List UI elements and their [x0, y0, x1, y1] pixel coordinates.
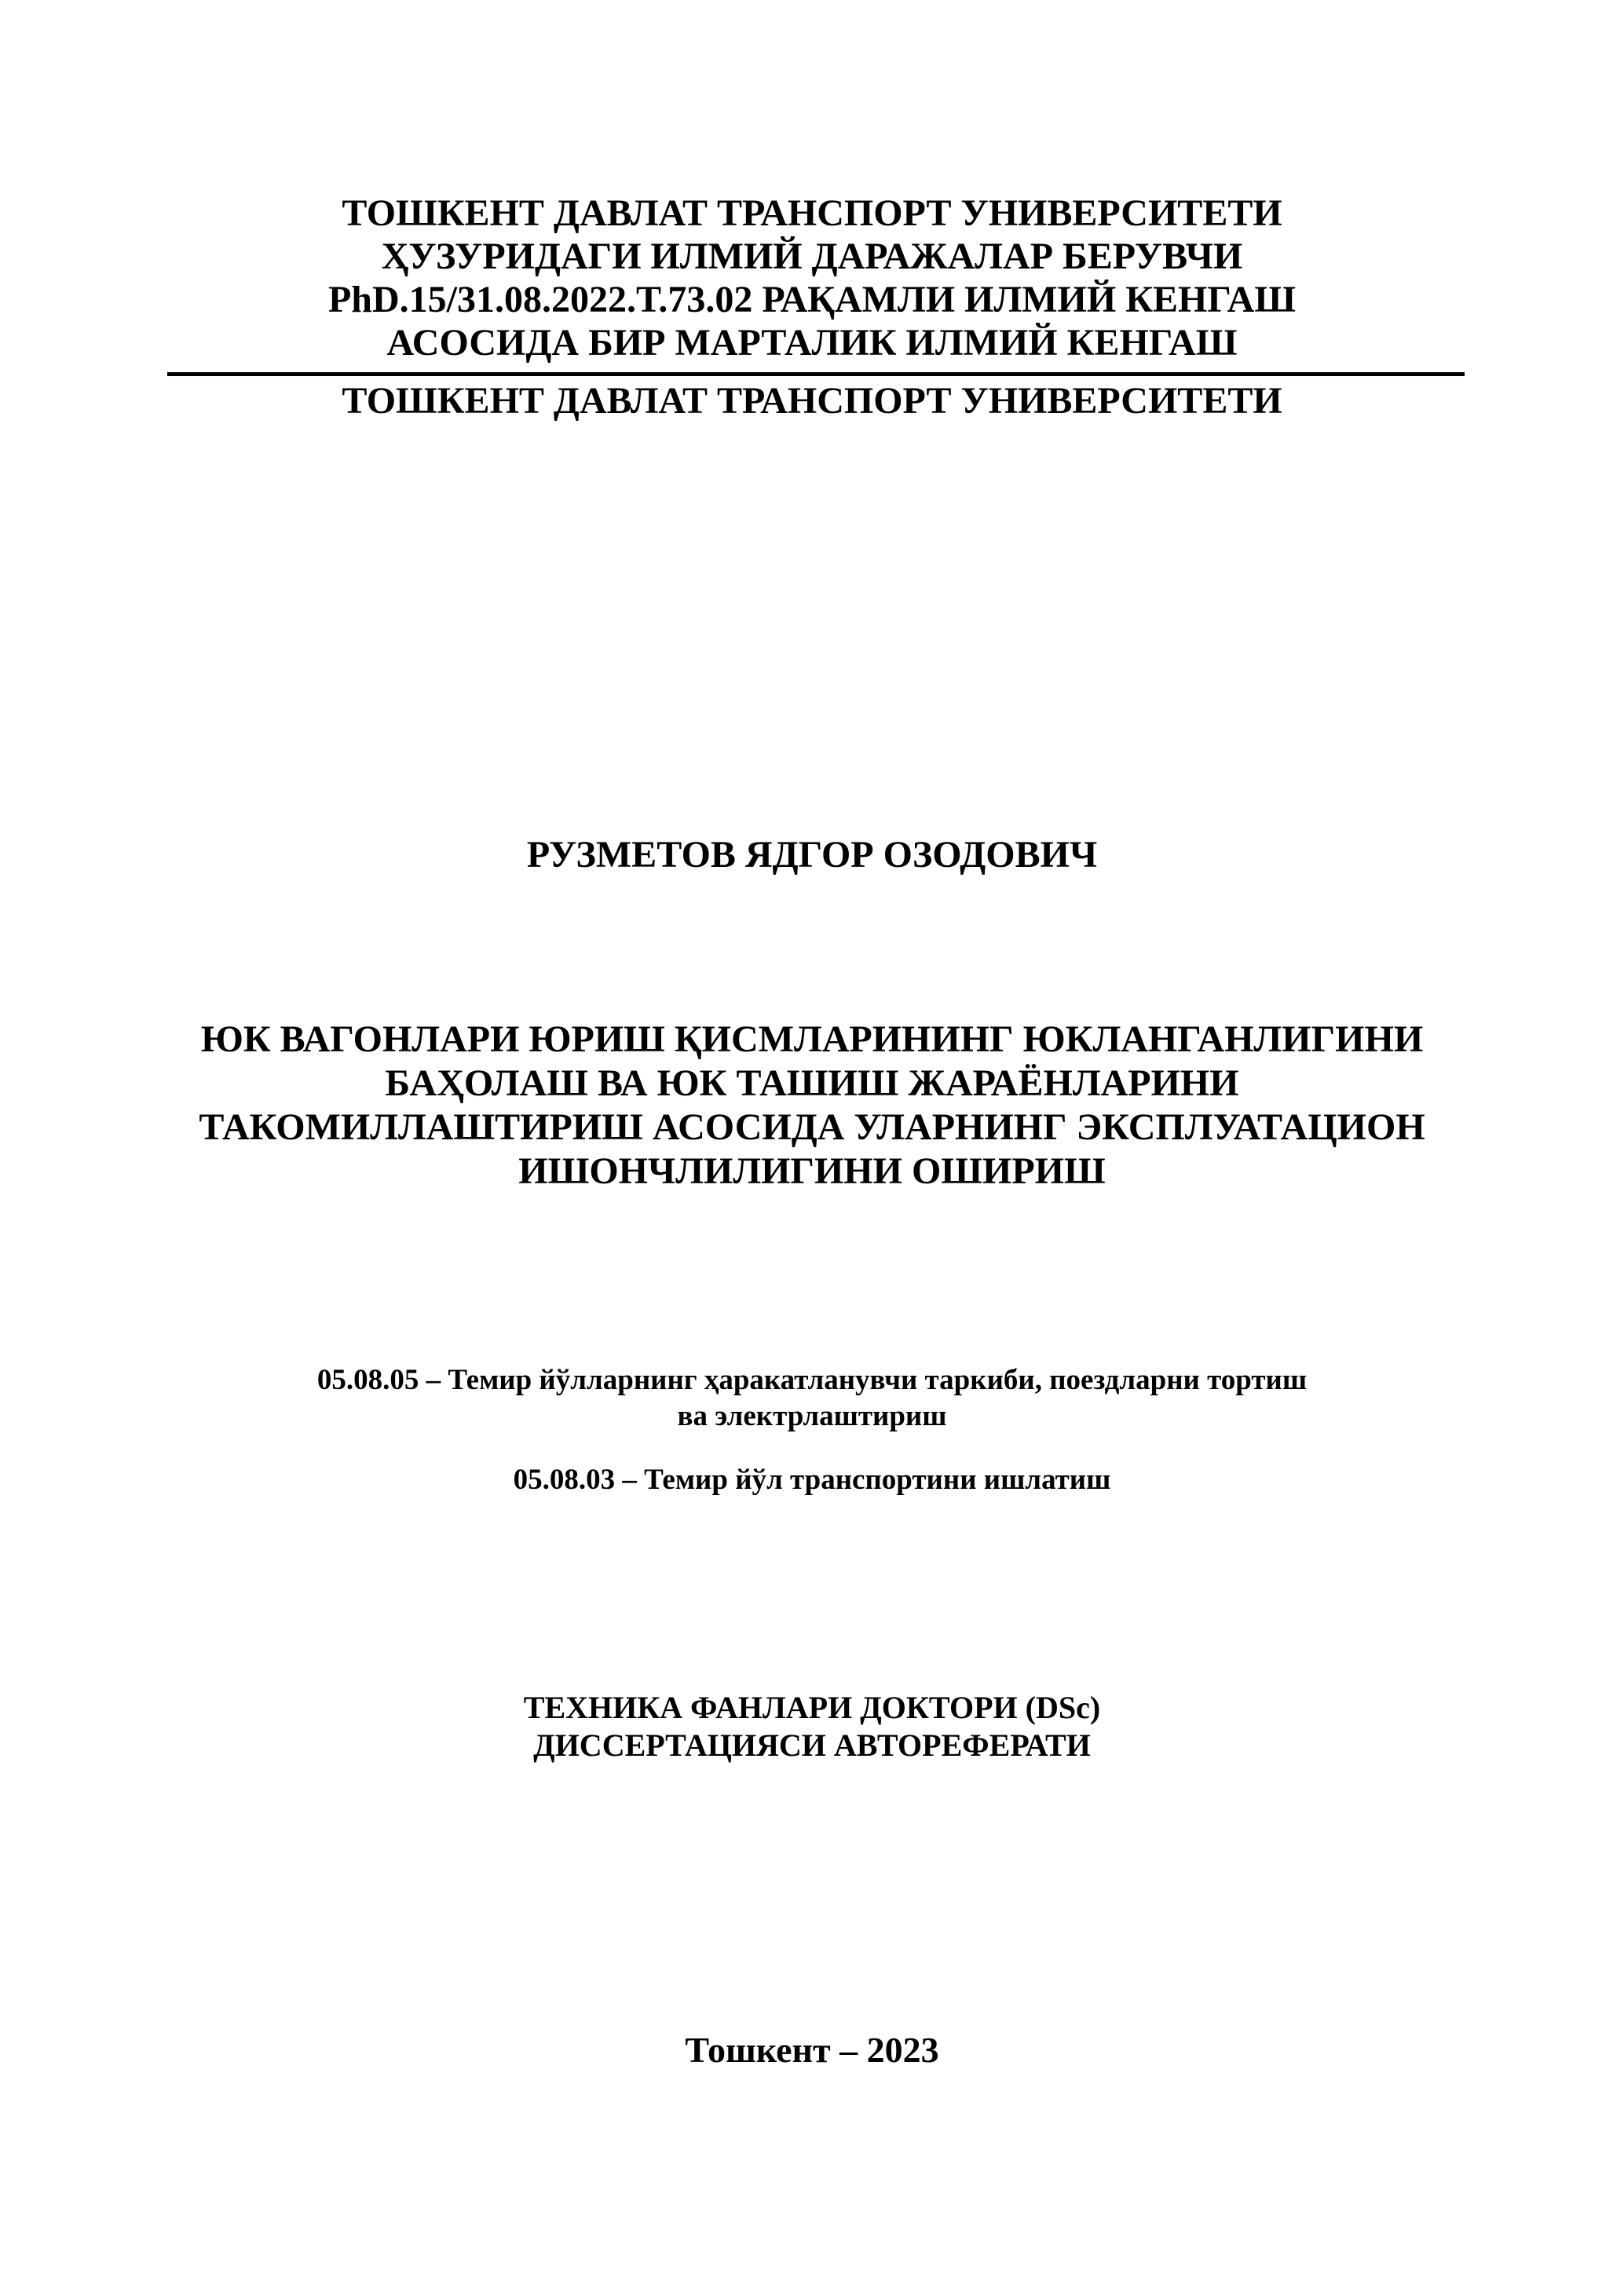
title-line: БАҲОЛАШ ВА ЮК ТАШИШ ЖАРАЁНЛАРИНИ — [385, 1062, 1239, 1104]
council-header-line: АСОСИДА БИР МАРТАЛИК ИЛМИЙ КЕНГАШ — [386, 322, 1238, 364]
council-header-line: ТОШКЕНТ ДАВЛАТ ТРАНСПОРТ УНИВЕРСИТЕТИ — [342, 192, 1282, 234]
specialty-code-2 — [0, 1462, 1624, 1498]
council-header-line: PhD.15/31.08.2022.T.73.02 РАҚАМЛИ ИЛМИЙ КЕНГАШ — [327, 279, 1297, 320]
place-year-text: Тошкент – 2023 — [685, 2030, 939, 2070]
dissertation-title — [0, 1018, 1624, 1194]
council-header-line: ҲУЗУРИДАГИ ИЛМИЙ ДАРАЖАЛАР БЕРУВЧИ — [381, 236, 1243, 277]
title-line: ИШОНЧЛИЛИГИНИ ОШИРИШ — [518, 1150, 1106, 1192]
university-name — [0, 379, 1624, 423]
degree-description — [0, 1689, 1624, 1764]
specialty-code-1 — [0, 1362, 1624, 1435]
specialty-line: 05.08.05 – Темир йўлларнинг ҳаракатланувчи таркиби, поездларни тортиш — [316, 1364, 1308, 1396]
university-name-text: ТОШКЕНТ ДАВЛАТ ТРАНСПОРТ УНИВЕРСИТЕТИ — [342, 380, 1282, 422]
specialty-line: ва электрлаштириш — [677, 1400, 947, 1432]
council-header — [0, 192, 1624, 364]
specialty-line: 05.08.03 – Темир йўл транспортини ишлатиш — [513, 1464, 1111, 1496]
degree-line: ТЕХНИКА ФАНЛАРИ ДОКТОРИ (DSc) — [523, 1690, 1101, 1725]
author-name — [0, 833, 1624, 877]
author-name-text: РУЗМЕТОВ ЯДГОР ОЗОДОВИЧ — [526, 834, 1098, 876]
title-line: ЮК ВАГОНЛАРИ ЮРИШ ҚИСМЛАРИНИНГ ЮКЛАНГАНЛИГИНИ — [200, 1018, 1424, 1060]
header-divider — [167, 372, 1465, 376]
degree-line: ДИССЕРТАЦИЯСИ АВТОРЕФЕРАТИ — [533, 1727, 1091, 1763]
title-line: ТАКОМИЛЛАШТИРИШ АСОСИДА УЛАРНИНГ ЭКСПЛУАТАЦИОН — [199, 1106, 1425, 1148]
place-and-year — [0, 2028, 1624, 2072]
